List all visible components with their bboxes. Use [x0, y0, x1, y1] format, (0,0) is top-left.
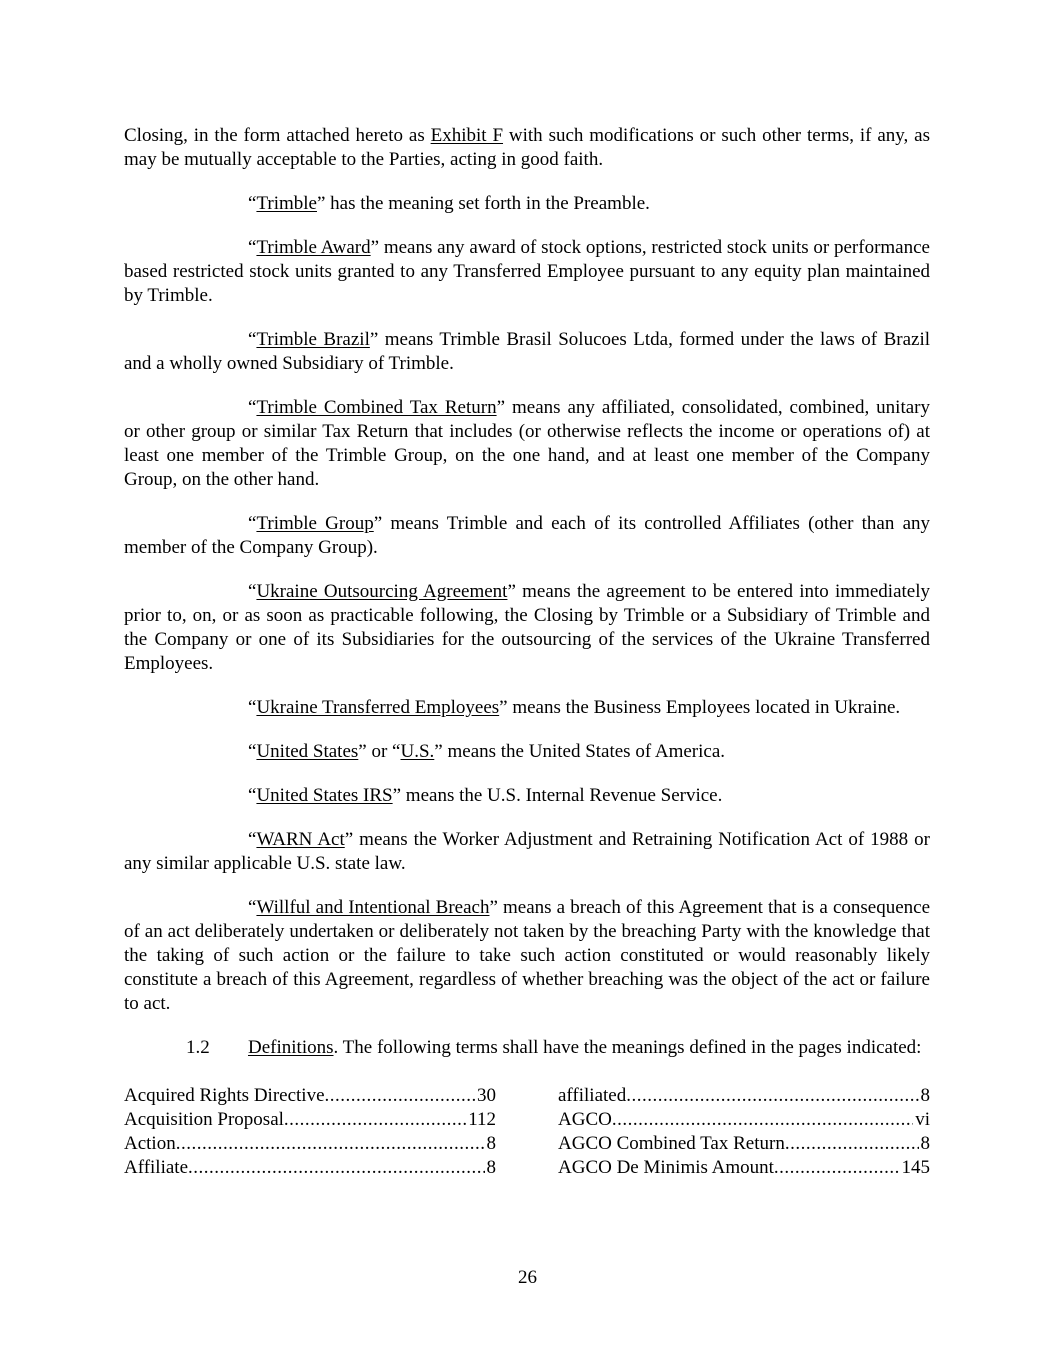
index-entry: AGCO ..... vi: [558, 1108, 930, 1132]
definition-trimble: “Trimble” has the meaning set forth in the Preamble.: [248, 193, 650, 214]
index-entry: AGCO De Minimis Amount ..... 145: [558, 1156, 930, 1180]
definition-willful-breach: “Willful and Intentional Breach” means a breach of this Agreement that is a consequence of an act deliberately undertaken or deliberately not taken by the breaching Party with the knowledge that the taking of such action or the failure to take such action constituted or would reasonably likely constitute a breach of this Agreement, regardless of whether breaching was the object of the act or failure to act.: [124, 897, 931, 1014]
document-page: [124, 124, 930, 1180]
leader-dots: [284, 1108, 466, 1132]
definition-ukraine-outsourcing-agreement: “Ukraine Outsourcing Agreement” means the agreement to be entered into immediately prior to, on, or as soon as practicable following, the Closing by Trimble or a Subsidiary of Trimble and the Company or one of its Subsidiaries for the outsourcing of the services of the Ukraine Transferred Employees.: [124, 581, 931, 674]
leader-dots: [626, 1084, 918, 1108]
paragraph-continuation: Closing, in the form attached hereto as Exhibit F with such modifications or such other terms, if any, as may be mutually acceptable to the Parties, acting in good faith.: [124, 125, 931, 170]
index-column-left: [124, 1084, 496, 1180]
leader-dots: [325, 1084, 475, 1108]
defined-term: Ukraine Outsourcing Agreement: [256, 581, 508, 602]
definition-warn-act: “WARN Act” means the Worker Adjustment and Retraining Notification Act of 1988 or any similar applicable U.S. state law.: [124, 829, 930, 874]
leader-dots: [774, 1156, 900, 1180]
defined-term: Trimble Brazil: [256, 329, 370, 350]
index-column-right: [558, 1084, 930, 1180]
definitions-index: [124, 1084, 930, 1180]
section-number: 1.2: [186, 1037, 210, 1058]
defined-term: WARN Act: [256, 829, 345, 850]
index-entry: Action ..... 8: [124, 1132, 496, 1156]
exhibit-f-link: Exhibit F: [430, 125, 504, 146]
defined-term: Ukraine Transferred Employees: [256, 697, 500, 718]
leader-dots: [176, 1132, 485, 1156]
definition-trimble-group: “Trimble Group” means Trimble and each of its controlled Affiliates (other than any member of the Company Group).: [124, 513, 931, 558]
leader-dots: [785, 1132, 919, 1156]
definition-united-states: “United States” or “U.S.” means the United States of America.: [248, 741, 726, 762]
defined-term: Willful and Intentional Breach: [256, 897, 490, 918]
definition-united-states-irs: “United States IRS” means the U.S. Internal Revenue Service.: [248, 785, 723, 806]
page-number: 26: [518, 1267, 537, 1288]
definition-trimble-combined-tax-return: “Trimble Combined Tax Return” means any affiliated, consolidated, combined, unitary or other group or similar Tax Return that includes (or otherwise reflects the income or operations of) at least one member of the Trimble Group, on the one hand, and at least one member of the Company Group, on the other hand.: [124, 397, 930, 490]
defined-term: Trimble Award: [256, 237, 371, 258]
defined-term: Trimble Group: [256, 513, 374, 534]
leader-dots: [188, 1156, 484, 1180]
defined-term: Trimble Combined Tax Return: [256, 397, 497, 418]
index-entry: Affiliate ..... 8: [124, 1156, 496, 1180]
index-entry: Acquisition Proposal ..... 112: [124, 1108, 496, 1132]
definition-trimble-brazil: “Trimble Brazil” means Trimble Brasil Solucoes Ltda, formed under the laws of Brazil and a wholly owned Subsidiary of Trimble.: [124, 329, 930, 374]
index-entry: affiliated ..... 8: [558, 1084, 930, 1108]
index-entry: Acquired Rights Directive ..... 30: [124, 1084, 496, 1108]
section-1-2: 1.2 Definitions. The following terms shall have the meanings defined in the pages indicated:: [186, 1037, 922, 1058]
defined-term: U.S.: [400, 741, 435, 762]
definition-ukraine-transferred-employees: “Ukraine Transferred Employees” means the Business Employees located in Ukraine.: [248, 697, 901, 718]
index-entry: AGCO Combined Tax Return ..... 8: [558, 1132, 930, 1156]
section-title: Definitions: [248, 1037, 334, 1058]
defined-term: Trimble: [256, 193, 317, 214]
defined-term: United States: [256, 741, 359, 762]
defined-term: United States IRS: [256, 785, 393, 806]
definition-trimble-award: “Trimble Award” means any award of stock options, restricted stock units or performance based restricted stock units granted to any Transferred Employee pursuant to any equity plan maintained by Trimble.: [124, 237, 930, 306]
leader-dots: [612, 1108, 913, 1132]
